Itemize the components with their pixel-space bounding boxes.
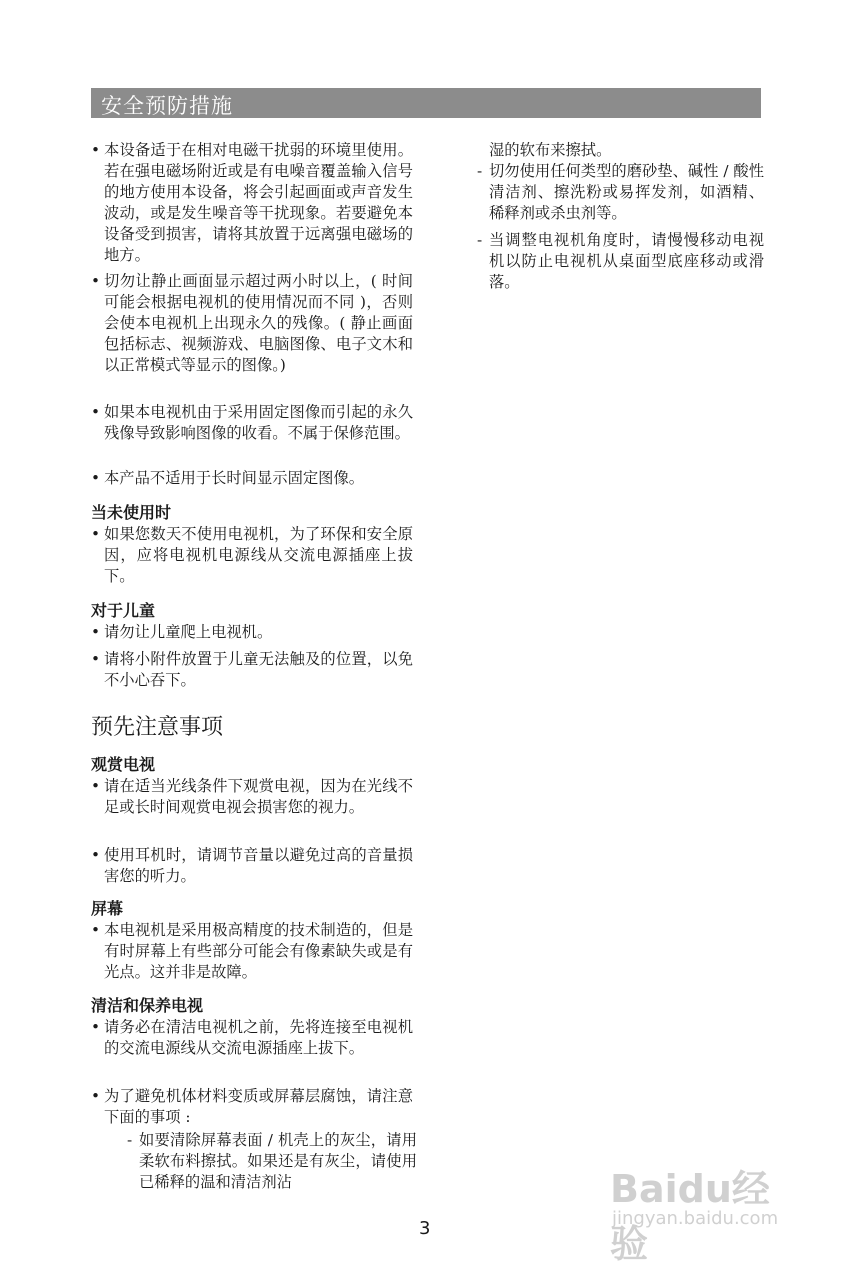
dash-text: 如要清除屏幕表面 / 机壳上的灰尘，请用柔软布料擦拭。如果还是有灰尘，请使用已稀释的温和清洁剂沾	[139, 1131, 417, 1191]
dash-text: 当调整电视机角度时，请慢慢移动电视机以防止电视机从桌面型底座移动或滑落。	[489, 231, 764, 291]
bullet-text: 请务必在清洁电视机之前，先将连接至电视机的交流电源线从交流电源插座上拔下。	[104, 1018, 413, 1057]
bullet-text: 本设备适于在相对电磁干扰弱的环境里使用。若在强电磁场附近或是有电噪音覆盖输入信号的地方使用本设备，将会引起画面或声音发生波动，或是发生噪音等干扰现象。若要避免本设备受到损害，请将其放置于远离强电磁场的地方。	[104, 141, 413, 264]
bullet-mark: •	[91, 623, 101, 641]
bullet-mark: •	[91, 141, 101, 159]
subsection-title-cleaning: 清洁和保养电视	[91, 996, 204, 1015]
bullet-mark: •	[91, 525, 101, 543]
watermark-url: jingyan.baidu.com	[612, 1208, 779, 1229]
bullet-item	[91, 402, 413, 444]
page-number: 3	[419, 1218, 431, 1239]
section-header-bar	[91, 88, 761, 118]
bullet-item	[91, 776, 413, 818]
bullet-text: 切勿让静止画面显示超过两小时以上，( 时间可能会根据电视机的使用情况而不同 )，否则会使本电视机上出现永久的残像。( 静止画面包括标志、视频游戏、电脑图像、电子文木和以正常模式等显示的图像。)	[104, 272, 413, 374]
subsection-title-children: 对于儿童	[91, 601, 156, 620]
dash-mark: -	[477, 162, 483, 180]
watermark-logo: Baidu经验	[610, 1167, 770, 1266]
subsection-title-not-in-use: 当未使用时	[91, 503, 172, 522]
bullet-item	[91, 920, 413, 983]
bullet-mark: •	[91, 272, 101, 290]
bullet-text: 为了避免机体材料变质或屏幕层腐蚀，请注意下面的事项 :	[104, 1087, 413, 1126]
dash-item	[477, 230, 764, 293]
bullet-item	[91, 1017, 413, 1059]
bullet-text: 本产品不适用于长时间显示固定图像。	[104, 469, 365, 487]
bullet-mark: •	[91, 1087, 101, 1105]
bullet-item	[91, 468, 413, 489]
bullet-text: 如果您数天不使用电视机，为了环保和安全原因，应将电视机电源线从交流电源插座上拔下。	[104, 525, 413, 585]
section-header-title: 安全预防措施	[101, 94, 233, 118]
dash-mark: -	[127, 1131, 133, 1149]
bullet-mark: •	[91, 650, 101, 668]
bullet-item	[91, 140, 413, 266]
bullet-item	[91, 845, 413, 887]
bullet-mark: •	[91, 403, 101, 421]
subsection-title-watching: 观赏电视	[91, 755, 156, 774]
subsection-title-screen: 屏幕	[91, 899, 124, 918]
dash-mark: -	[477, 231, 483, 249]
dash-item	[477, 161, 764, 224]
bullet-item	[91, 622, 413, 643]
section-title-precautions: 预先注意事项	[91, 715, 224, 740]
bullet-text: 请在适当光线条件下观赏电视，因为在光线不足或长时间观赏电视会损害您的视力。	[104, 777, 413, 816]
bullet-text: 请将小附件放置于儿童无法触及的位置，以免不小心吞下。	[104, 650, 413, 689]
bullet-mark: •	[91, 846, 101, 864]
bullet-text: 请勿让儿童爬上电视机。	[104, 623, 273, 641]
bullet-text: 本电视机是采用极高精度的技术制造的，但是有时屏幕上有些部分可能会有像素缺失或是有光点。这并非是故障。	[104, 921, 413, 981]
bullet-item	[91, 649, 413, 691]
dash-item	[127, 1130, 417, 1193]
bullet-item	[91, 524, 413, 587]
dash-text: 切勿使用任何类型的磨砂垫、碱性 / 酸性清洁剂、擦洗粉或易挥发剂，如酒精、稀释剂或杀虫剂等。	[489, 162, 764, 222]
bullet-item	[91, 271, 413, 376]
bullet-mark: •	[91, 921, 101, 939]
watermark	[610, 1150, 800, 1266]
continuation-text: 湿的软布来擦拭。	[489, 141, 612, 159]
bullet-text: 如果本电视机由于采用固定图像而引起的永久残像导致影响图像的收看。不属于保修范围。	[104, 403, 413, 442]
bullet-mark: •	[91, 777, 101, 795]
bullet-mark: •	[91, 1018, 101, 1036]
bullet-text: 使用耳机时，请调节音量以避免过高的音量损害您的听力。	[104, 846, 413, 885]
bullet-item	[91, 1086, 413, 1128]
bullet-mark: •	[91, 469, 101, 487]
